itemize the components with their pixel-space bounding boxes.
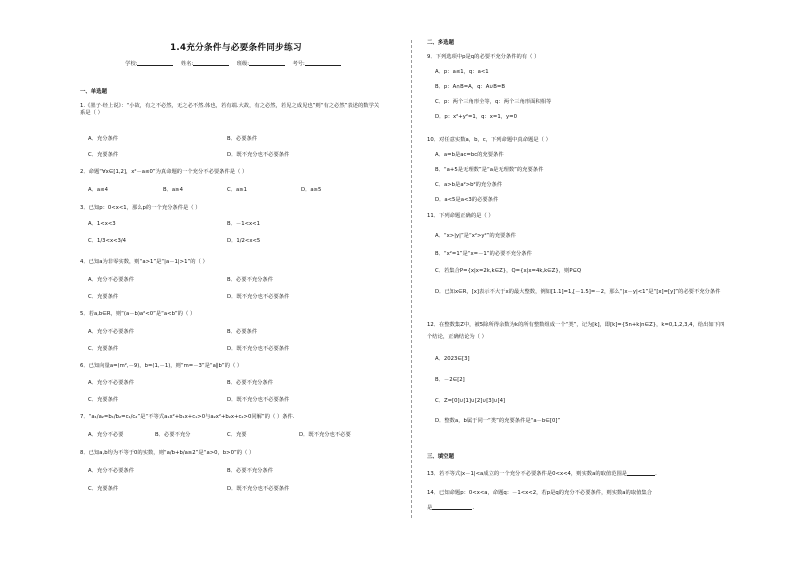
q11-option-a[interactable]: A．“x>|y|”是“x²>y²”的充要条件 bbox=[435, 233, 516, 239]
question-8-stem: 8．已知a,b均为不等于0的实数，则“a/b+b/a≥2”是“a>0，b>0”的（ ） bbox=[80, 450, 255, 456]
q10-option-b[interactable]: B．“a+5是无理数”是“a是无理数”的充要条件 bbox=[435, 167, 544, 173]
question-14-tail: 是 bbox=[427, 505, 433, 511]
q6-option-b[interactable]: B．必要不充分条件 bbox=[227, 380, 274, 386]
q3-option-d[interactable]: D．1/2<x<5 bbox=[227, 238, 261, 244]
question-1-stem: 1.《墨子·经上说》：“小故，有之不必然，无之必不然.体也，若有端.大故，有之必然，若见之成见也”则“有之必然”表述的数学关系是（ ） bbox=[80, 103, 380, 116]
q12-option-a[interactable]: A．2023∈[3] bbox=[435, 356, 470, 362]
q6-option-d[interactable]: D．既不充分也不必要条件 bbox=[227, 397, 290, 403]
q12-option-b[interactable]: B．－2∈[2] bbox=[435, 377, 465, 383]
q7-option-c[interactable]: C．充要 bbox=[227, 432, 247, 438]
q8-option-a[interactable]: A．充分不必要条件 bbox=[88, 468, 134, 474]
question-12-stem: 12．在整数集Z中，被5除所得余数为k的所有整数组成一个“类”，记为[k]，即[k]={5n+k|n∈Z}，k=0,1,2,3,4，给出如下四个结论，正确结论为（ ） bbox=[427, 322, 725, 341]
q2-option-b[interactable]: B．a≥4 bbox=[163, 187, 183, 193]
column-divider bbox=[411, 40, 412, 518]
section-single-choice: 一、单选题 bbox=[80, 89, 107, 95]
section-fill-blank: 三、填空题 bbox=[427, 454, 454, 460]
q1-option-c[interactable]: C．充要条件 bbox=[88, 152, 119, 158]
q9-option-c[interactable]: C．p：两个三角形全等，q：两个三角形面积相等 bbox=[435, 99, 552, 105]
q4-option-a[interactable]: A．充分不必要条件 bbox=[88, 277, 134, 283]
q14-answer-blank[interactable] bbox=[432, 509, 472, 510]
exam-no-blank[interactable] bbox=[305, 65, 341, 66]
q8-option-d[interactable]: D．既不充分也不必要条件 bbox=[227, 486, 290, 492]
question-11-stem: 11．下列命题正确的是（ ） bbox=[427, 213, 494, 219]
q4-option-d[interactable]: D．既不充分也不必要条件 bbox=[227, 294, 290, 300]
q7-option-d[interactable]: D．既不充分也不必要 bbox=[299, 432, 351, 438]
q12-option-d[interactable]: D．整数a，b属于同一“类”的充要条件是“a－b∈[0]” bbox=[435, 418, 561, 424]
q7-option-a[interactable]: A．充分不必要 bbox=[88, 432, 124, 438]
q3-option-a[interactable]: A．1<x<3 bbox=[88, 221, 116, 227]
q3-option-c[interactable]: C．1/3<x<3/4 bbox=[88, 238, 127, 244]
q10-option-c[interactable]: C．a>b是a²>b²的充分条件 bbox=[435, 182, 503, 188]
question-14-line2: 是 . bbox=[427, 505, 474, 511]
question-10-stem: 10．对任意实数a，b，c，下列命题中真命题是（ ） bbox=[427, 137, 551, 143]
class-blank[interactable] bbox=[249, 65, 285, 66]
section-multiple-choice: 二、多选题 bbox=[427, 40, 454, 46]
question-5-stem: 5．若a,b∈R，则“(a－b)a²<0”是“a<b”的（ ） bbox=[80, 311, 196, 317]
q5-option-b[interactable]: B．必要条件 bbox=[227, 329, 258, 335]
q1-option-b[interactable]: B．必要条件 bbox=[227, 136, 258, 142]
question-9-stem: 9．下列选项中p是q的必要不充分条件的有（ ） bbox=[427, 54, 540, 60]
question-7-stem: 7．“a₁/a₂=b₁/b₂=c₁/c₂”是“不等式a₁x²+b₁x+c₁>0与a₂x²+b₂x+c₂>0同解”的（ ）条件. bbox=[80, 414, 295, 420]
name-label: 姓名: bbox=[181, 61, 194, 67]
student-info-line bbox=[80, 61, 392, 68]
question-3-stem: 3．已知p：0<x<1，那么p的一个充分条件是（ ） bbox=[80, 205, 201, 211]
question-13: 13．若不等式|x－1|<a成立的一个充分不必要条件是0<x<4，则实数a的取值范围是 . bbox=[427, 471, 657, 477]
q8-option-c[interactable]: C．充要条件 bbox=[88, 486, 119, 492]
question-2-stem: 2．命题“∀x∈[1,2]，x²－a≤0”为真命题的一个充分不必要条件是（ ） bbox=[80, 169, 248, 175]
q13-answer-blank[interactable] bbox=[627, 475, 655, 476]
q10-option-a[interactable]: A．a=b是ac=bc的充要条件 bbox=[435, 152, 504, 158]
q2-option-c[interactable]: C．a≥1 bbox=[227, 187, 248, 193]
class-label: 班级: bbox=[236, 61, 249, 67]
q12-option-c[interactable]: C．Z=[0]∪[1]∪[2]∪[3]∪[4] bbox=[435, 398, 506, 404]
page-title: 1.4充分条件与必要条件同步练习 bbox=[170, 43, 302, 53]
question-13-stem: 13．若不等式|x－1|<a成立的一个充分不必要条件是0<x<4，则实数a的取值范围是 bbox=[427, 471, 628, 477]
q11-option-d[interactable]: D．已知x∈R，[x]表示不大于x的最大整数，例如[1.1]=1,[－1.5]=－2，那么“|x－y|<1”是“[x]=[y]”的必要不充分条件 bbox=[435, 289, 721, 295]
q10-option-d[interactable]: D．a<5是a<3的必要条件 bbox=[435, 197, 499, 203]
question-6-stem: 6．已知向量a=(m²,－9)，b=(1,－1)，则“m=－3”是“a∥b”的（ ） bbox=[80, 363, 243, 369]
q9-option-a[interactable]: A．p：a≤1，q：a<1 bbox=[435, 69, 489, 75]
q3-option-b[interactable]: B．－1<x<1 bbox=[227, 221, 260, 227]
question-14-line1: 14．已知命题p：0<x<a，命题q：－1<x<2，若p是q的充分不必要条件，则实数a的取值集合 bbox=[427, 490, 653, 496]
q5-option-c[interactable]: C．充要条件 bbox=[88, 346, 119, 352]
q2-option-a[interactable]: A．a≤4 bbox=[88, 187, 108, 193]
name-blank[interactable] bbox=[193, 65, 229, 66]
school-blank[interactable] bbox=[137, 65, 173, 66]
q5-option-d[interactable]: D．既不充分也不必要条件 bbox=[227, 346, 290, 352]
question-4-stem: 4．已知a为非零实数，则“a>1”是“|a－1|>1”的（ ） bbox=[80, 259, 208, 265]
q1-option-a[interactable]: A．充分条件 bbox=[88, 136, 119, 142]
q5-option-a[interactable]: A．充分不必要条件 bbox=[88, 329, 134, 335]
q4-option-b[interactable]: B．必要不充分条件 bbox=[227, 277, 274, 283]
q2-option-d[interactable]: D．a≥5 bbox=[301, 187, 322, 193]
exam-no-label: 考号: bbox=[292, 61, 305, 67]
q9-option-b[interactable]: B．p：A∩B=A，q：A∪B=B bbox=[435, 84, 505, 90]
q7-option-b[interactable]: B．必要不充分 bbox=[155, 432, 191, 438]
q6-option-c[interactable]: C．充要条件 bbox=[88, 397, 119, 403]
school-label: 学校: bbox=[125, 61, 138, 67]
q11-option-c[interactable]: C．若集合P={x|x=2k,k∈Z}，Q={x|x=4k,k∈Z}，则P⊆Q bbox=[435, 268, 582, 274]
q6-option-a[interactable]: A．充分不必要条件 bbox=[88, 380, 134, 386]
q11-option-b[interactable]: B．“x²=1”是“x=－1”的必要不充分条件 bbox=[435, 251, 532, 257]
q8-option-b[interactable]: B．必要不充分条件 bbox=[227, 468, 274, 474]
q4-option-c[interactable]: C．充要条件 bbox=[88, 294, 119, 300]
q1-option-d[interactable]: D．既不充分也不必要条件 bbox=[227, 152, 290, 158]
q9-option-d[interactable]: D．p：x²+y²=1，q：x=1，y=0 bbox=[435, 114, 517, 120]
